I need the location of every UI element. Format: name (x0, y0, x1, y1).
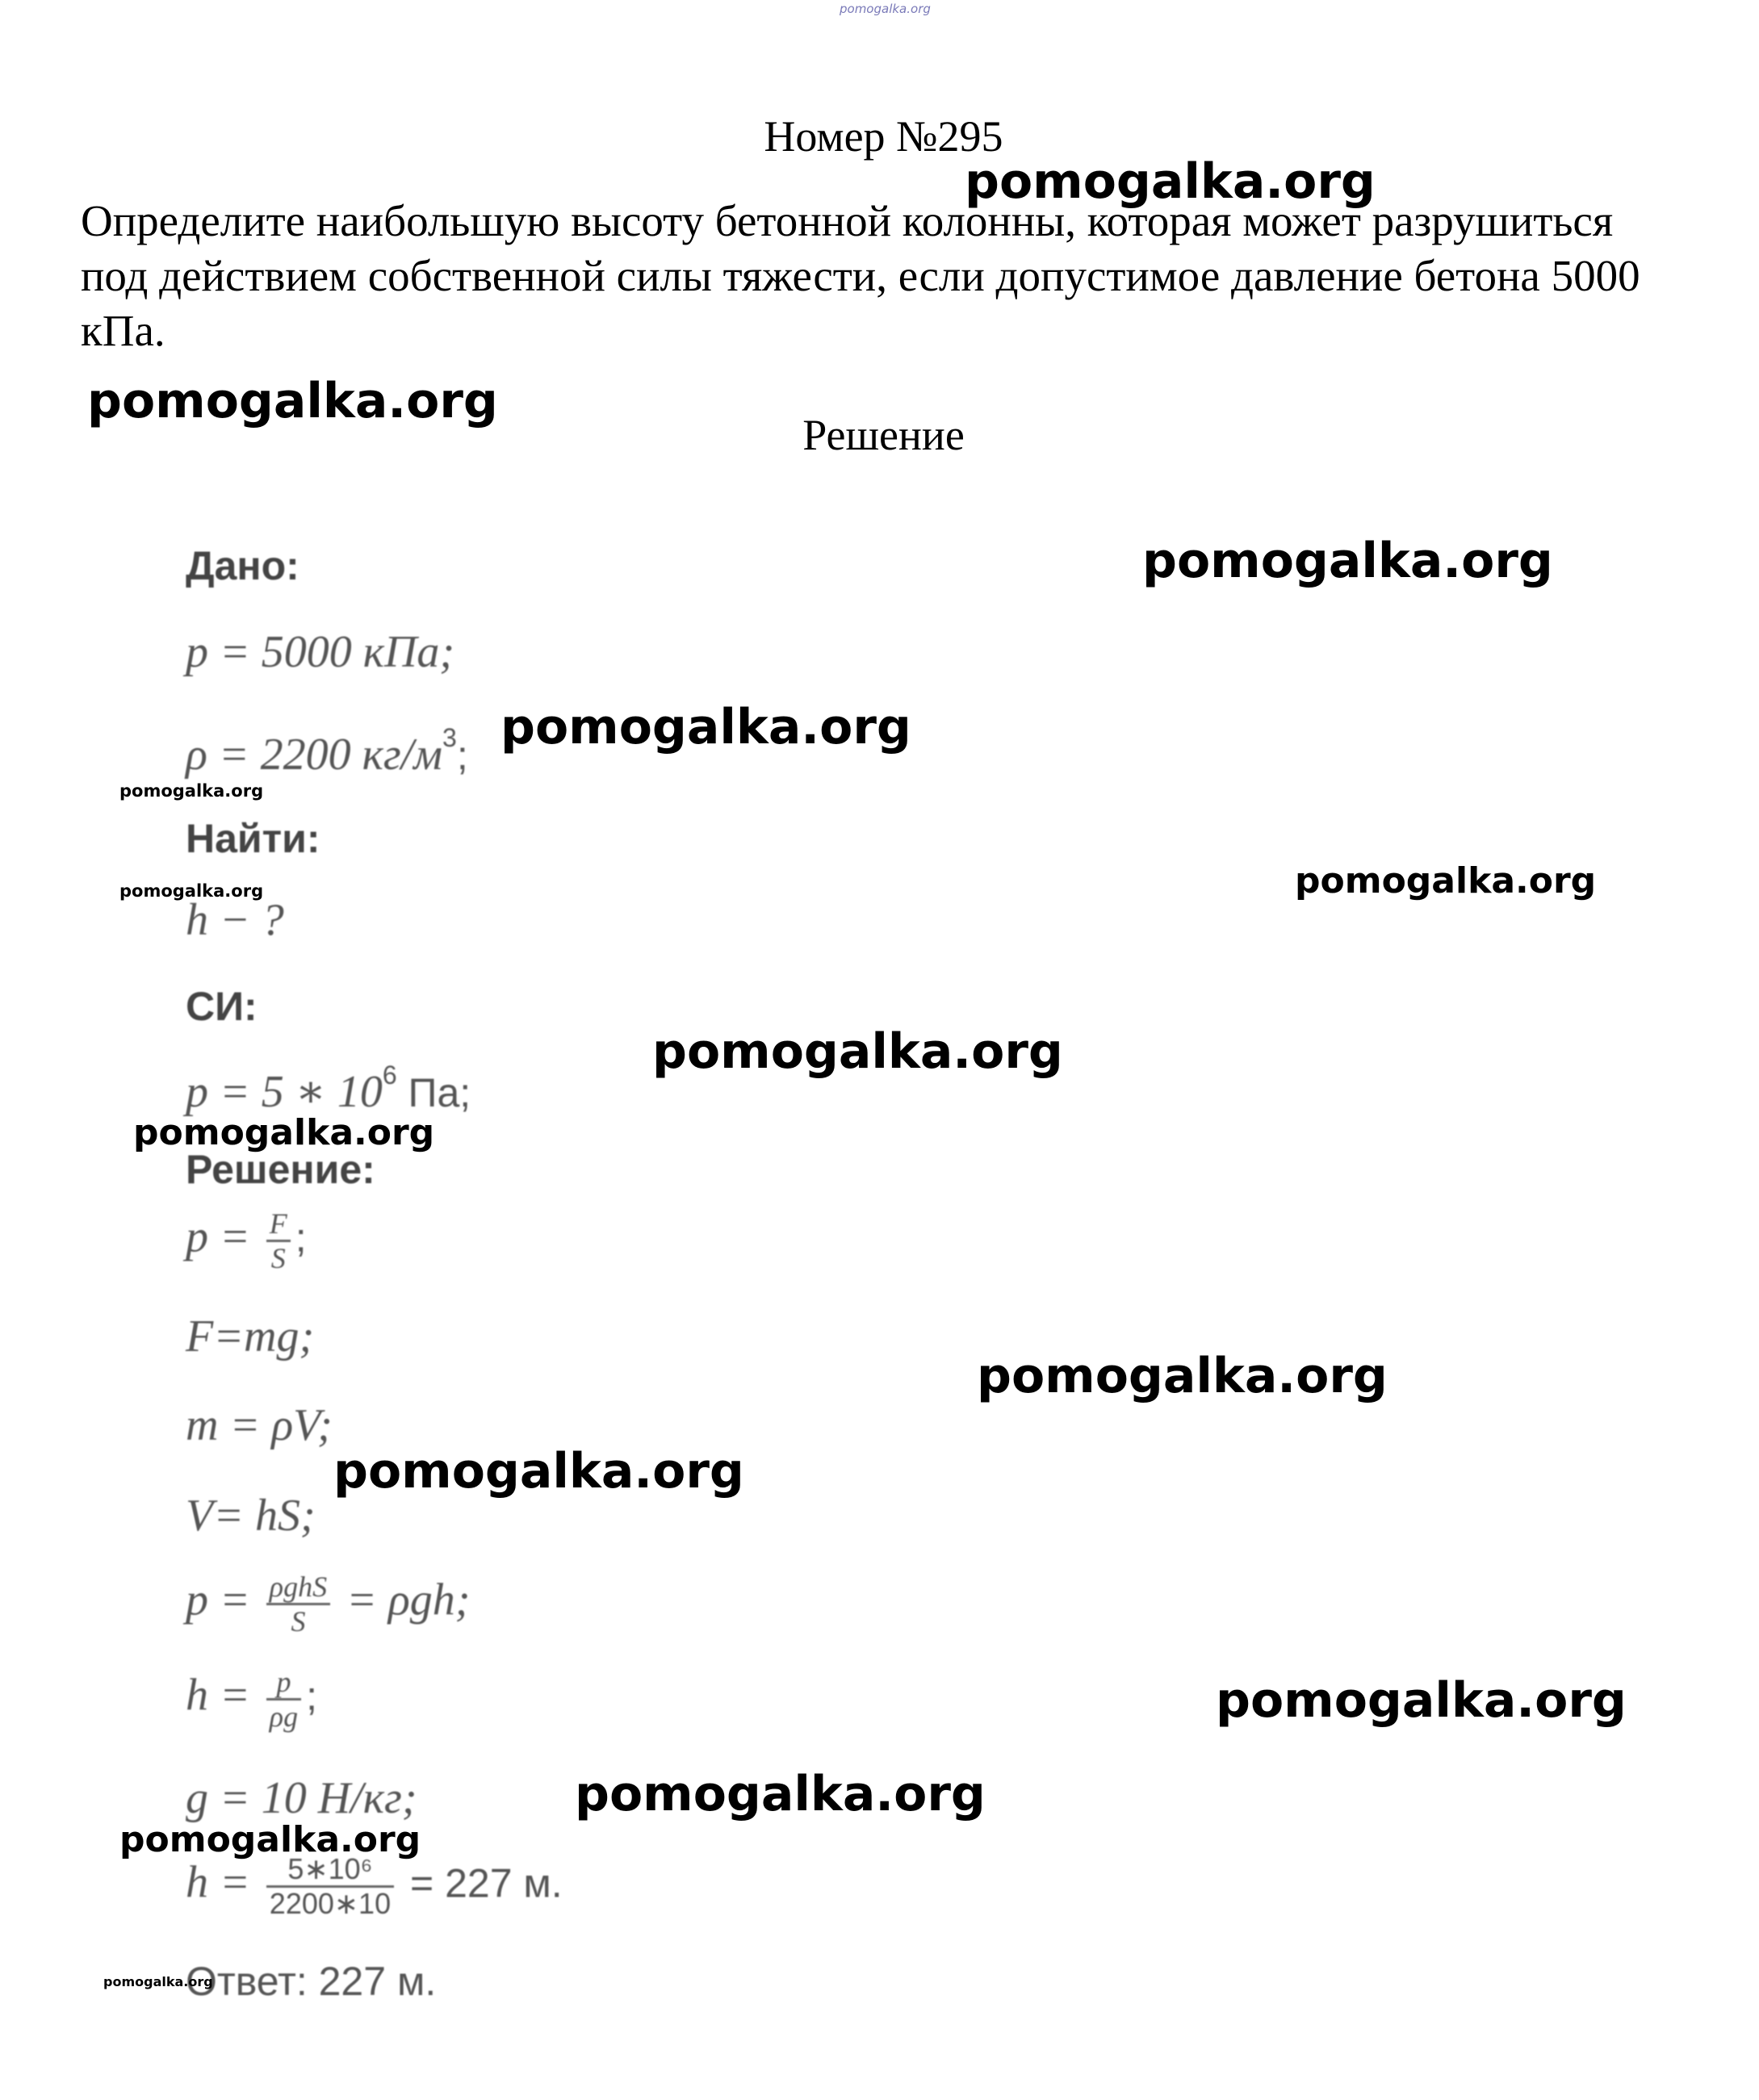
watermark: pomogalka.org (652, 1023, 1063, 1080)
find-height: h − ? (186, 895, 284, 945)
si-label: СИ: (186, 984, 258, 1029)
given-label: Дано: (186, 543, 299, 588)
watermark: pomogalka.org (119, 881, 264, 901)
find-label: Найти: (186, 816, 320, 861)
answer: Ответ: 227 м. (186, 1959, 437, 2004)
watermark: pomogalka.org (1142, 533, 1553, 589)
equation-result: h = $\frac{\text{5∗10⁶}}{2200∗10}$ = 227 м. (186, 1852, 563, 1920)
watermark: pomogalka.org (333, 1443, 744, 1500)
watermark: pomogalka.org (87, 373, 498, 429)
equation-pressure: p = $\frac{F}{S}$ ; (186, 1207, 307, 1274)
watermark: pomogalka.org (119, 781, 264, 801)
watermark: pomogalka.org (119, 1819, 421, 1860)
gravity-value: g = 10 Н/кг; (186, 1773, 417, 1823)
watermark-top: pomogalka.org (840, 2, 931, 16)
given-density: ρ = 2200 $кг/м^3$; (186, 723, 468, 780)
problem-statement: Определите наибольшую высоту бетонной колонны, которая может разрушиться под действием собственной силы тяжести, если допустимое давление бетона 5000 кПа. (81, 196, 1640, 355)
page-title: Номер №295 (764, 112, 1003, 161)
watermark: pomogalka.org (965, 153, 1376, 210)
solution-heading: Решение (802, 411, 965, 459)
equation-height: h = $\frac{p}{\rho g}$ ; (186, 1666, 317, 1733)
si-pressure: p = 5 ∗ $10^6$ Па; (186, 1060, 471, 1117)
equation-substitution: p = $\frac{\text{ρghS}}{S}$ = ρgh; (186, 1571, 471, 1638)
equation-force: F=mg; (186, 1311, 315, 1362)
equation-volume: V= hS; (186, 1491, 316, 1541)
watermark: pomogalka.org (977, 1348, 1388, 1404)
watermark: pomogalka.org (500, 699, 911, 755)
watermark: pomogalka.org (575, 1766, 986, 1822)
watermark: pomogalka.org (1216, 1672, 1627, 1729)
watermark: pomogalka.org (103, 1974, 213, 1989)
watermark: pomogalka.org (133, 1112, 435, 1153)
given-pressure: p = 5000 кПа; (186, 627, 455, 677)
watermark: pomogalka.org (1295, 860, 1597, 901)
solution-label: Решение: (186, 1147, 375, 1192)
equation-mass: m = ρV; (186, 1400, 333, 1450)
